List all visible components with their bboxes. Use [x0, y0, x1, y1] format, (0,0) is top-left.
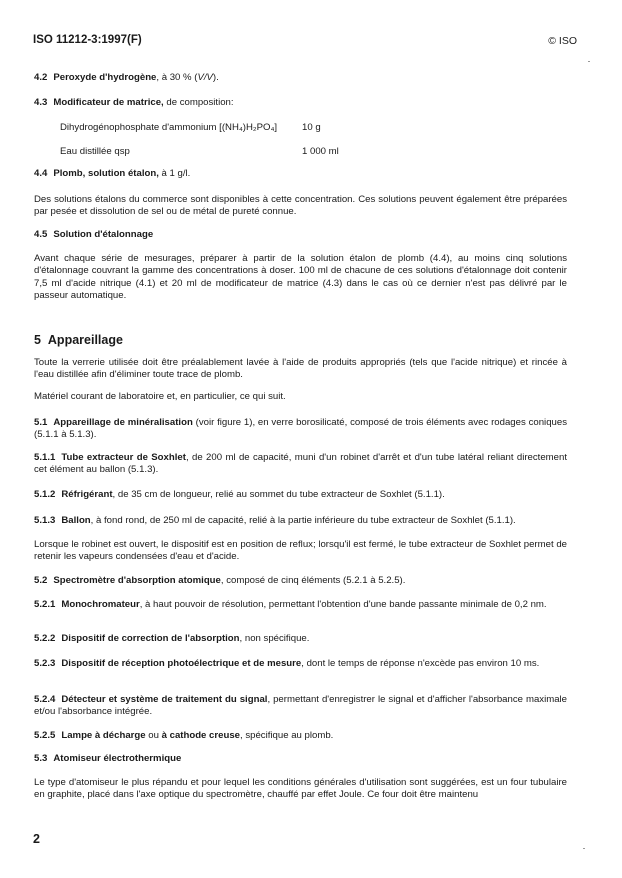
clause-4-5: [34, 229, 567, 241]
clause-title: Solution d'étalonnage: [53, 229, 154, 240]
section-number: 5: [34, 333, 41, 347]
standard-reference: ISO 11212-3:1997(F): [33, 34, 142, 46]
clause-title: Dispositif de correction de l'absorption: [61, 633, 240, 644]
clause-number: 4.3: [34, 97, 48, 108]
scan-speck: [583, 848, 585, 849]
clause-title: Plomb, solution étalon,: [53, 168, 159, 179]
clause-title: Peroxyde d'hydrogène: [53, 72, 157, 83]
clause-4-4-body: Des solutions étalons du commerce sont disponibles à cette concentration. Ces solutions peuvent également être préparées par pesée et dissolution de sel ou de métal de pureté connue.: [34, 194, 567, 218]
clause-title: Appareillage de minéralisation: [53, 417, 193, 428]
composition-row-2-label: Eau distillée qsp: [60, 146, 130, 157]
clause-4-2: 4.2 Peroxyde d'hydrogène, à 30 % (V/V).: [34, 72, 219, 83]
clause-4-5-body: Avant chaque série de mesurages, préparer à partir de la solution étalon de plomb (4.4), au moins cinq solutions d'étalonnage couvrant la gamme des concentrations à doser. 100 ml de chacune de ces solutions d'étalonnage doit contenir 7,5 ml d'acide nitrique (4.1) et 20 ml de modificateur de matrice (4.3) dans le cas où ce dernier n'est pas délivré par le passeur automatique.: [34, 253, 567, 302]
clause-title: Ballon: [61, 515, 91, 526]
clause-number: 5.2.3: [34, 658, 56, 669]
clause-number: 5.2.1: [34, 599, 56, 610]
clause-number: 5.1.3: [34, 515, 56, 526]
composition-row-1-value: 10 g: [302, 122, 321, 133]
clause-title-2: à cathode creuse: [161, 730, 240, 741]
clause-title: Spectromètre d'absorption atomique: [53, 575, 221, 586]
page-number: 2: [33, 832, 40, 846]
clause-title: Monochromateur: [61, 599, 140, 610]
clause-5-1-2: 5.1.2 Réfrigérant, de 35 cm de longueur, relié au sommet du tube extracteur de Soxhlet (5.1.1).: [34, 489, 445, 500]
clause-title: Détecteur et système de traitement du signal: [61, 694, 268, 705]
scan-speck: [588, 61, 590, 62]
clause-5-3-body: Le type d'atomiseur le plus répandu et pour lequel les conditions générales d'utilisation sont suggérées, est un four tubulaire en graphite, placé dans l'axe optique du spectromètre, chauffé par effet Joule. Ce four doit être maintenu: [34, 777, 567, 801]
clause-number: 5.1: [34, 417, 48, 428]
clause-5-2: 5.2 Spectromètre d'absorption atomique, composé de cinq éléments (5.2.1 à 5.2.5).: [34, 575, 406, 586]
clause-5-1-3-note: Lorsque le robinet est ouvert, le dispositif est en position de reflux; lorsqu'il est fermé, le tube extracteur de Soxhlet permet de retenir les vapeurs condensées d'eau et d'acide.: [34, 539, 567, 563]
clause-5-3: [34, 753, 567, 765]
section-5-heading: [34, 333, 123, 347]
clause-number: 5.1.2: [34, 489, 56, 500]
clause-4-4: 4.4 Plomb, solution étalon, à 1 g/l.: [34, 168, 191, 179]
clause-title: Lampe à décharge: [61, 730, 146, 741]
clause-number: 4.2: [34, 72, 48, 83]
clause-title: Tube extracteur de Soxhlet: [61, 452, 186, 463]
section-title: Appareillage: [47, 333, 123, 347]
copyright-notice: © ISO: [548, 35, 577, 47]
clause-title: Réfrigérant: [61, 489, 113, 500]
section-5-para-1: Toute la verrerie utilisée doit être préalablement lavée à l'aide de produits appropriés (tels que l'acide nitrique) et rincée à l'eau distillée afin d'éliminer toute trace de plomb.: [34, 357, 567, 381]
clause-5-2-3: 5.2.3 Dispositif de réception photoélectrique et de mesure, dont le temps de réponse n'excède pas environ 10 ms.: [34, 658, 540, 669]
clause-number: 5.2.5: [34, 730, 56, 741]
clause-title: Atomiseur électrothermique: [53, 753, 182, 764]
clause-5-2-4: 5.2.4 Détecteur et système de traitement du signal, permettant d'enregistrer le signal et d'afficher l'absorbance maximale et/ou l'absorbance intégrée.: [34, 694, 568, 718]
clause-number: 5.2: [34, 575, 48, 586]
clause-title: Modificateur de matrice,: [53, 97, 164, 108]
clause-number: 5.2.2: [34, 633, 56, 644]
clause-5-1-1: 5.1.1 Tube extracteur de Soxhlet, de 200 ml de capacité, muni d'un robinet d'arrêt et d'un tube latéral reliant directement cet élément au ballon (5.1.3).: [34, 452, 567, 476]
clause-5-2-5: 5.2.5 Lampe à décharge ou à cathode creuse, spécifique au plomb.: [34, 730, 334, 741]
composition-row-1-label: Dihydrogénophosphate d'ammonium [(NH₄)H₂PO₄]: [60, 122, 278, 133]
clause-5-1: 5.1 Appareillage de minéralisation (voir figure 1), en verre borosilicaté, composé de trois éléments avec rodages coniques (5.1.1 à 5.1.3).: [34, 417, 567, 441]
clause-number: 5.3: [34, 753, 48, 764]
clause-5-2-2: 5.2.2 Dispositif de correction de l'absorption, non spécifique.: [34, 633, 310, 644]
clause-5-1-3: 5.1.3 Ballon, à fond rond, de 250 ml de capacité, relié à la partie inférieure du tube extracteur de Soxhlet (5.1.1).: [34, 515, 516, 526]
clause-number: 4.4: [34, 168, 48, 179]
clause-5-2-1: 5.2.1 Monochromateur, à haut pouvoir de résolution, permettant l'obtention d'une bande passante minimale de 0,2 nm.: [34, 599, 547, 610]
composition-row-2-value: 1 000 ml: [302, 146, 339, 157]
clause-number: 5.2.4: [34, 694, 56, 705]
section-5-para-2: Matériel courant de laboratoire et, en particulier, ce qui suit.: [34, 391, 286, 402]
clause-title: Dispositif de réception photoélectrique et de mesure: [61, 658, 302, 669]
clause-number: 4.5: [34, 229, 48, 240]
clause-4-3: 4.3 Modificateur de matrice, de composition:: [34, 97, 234, 108]
clause-number: 5.1.1: [34, 452, 56, 463]
